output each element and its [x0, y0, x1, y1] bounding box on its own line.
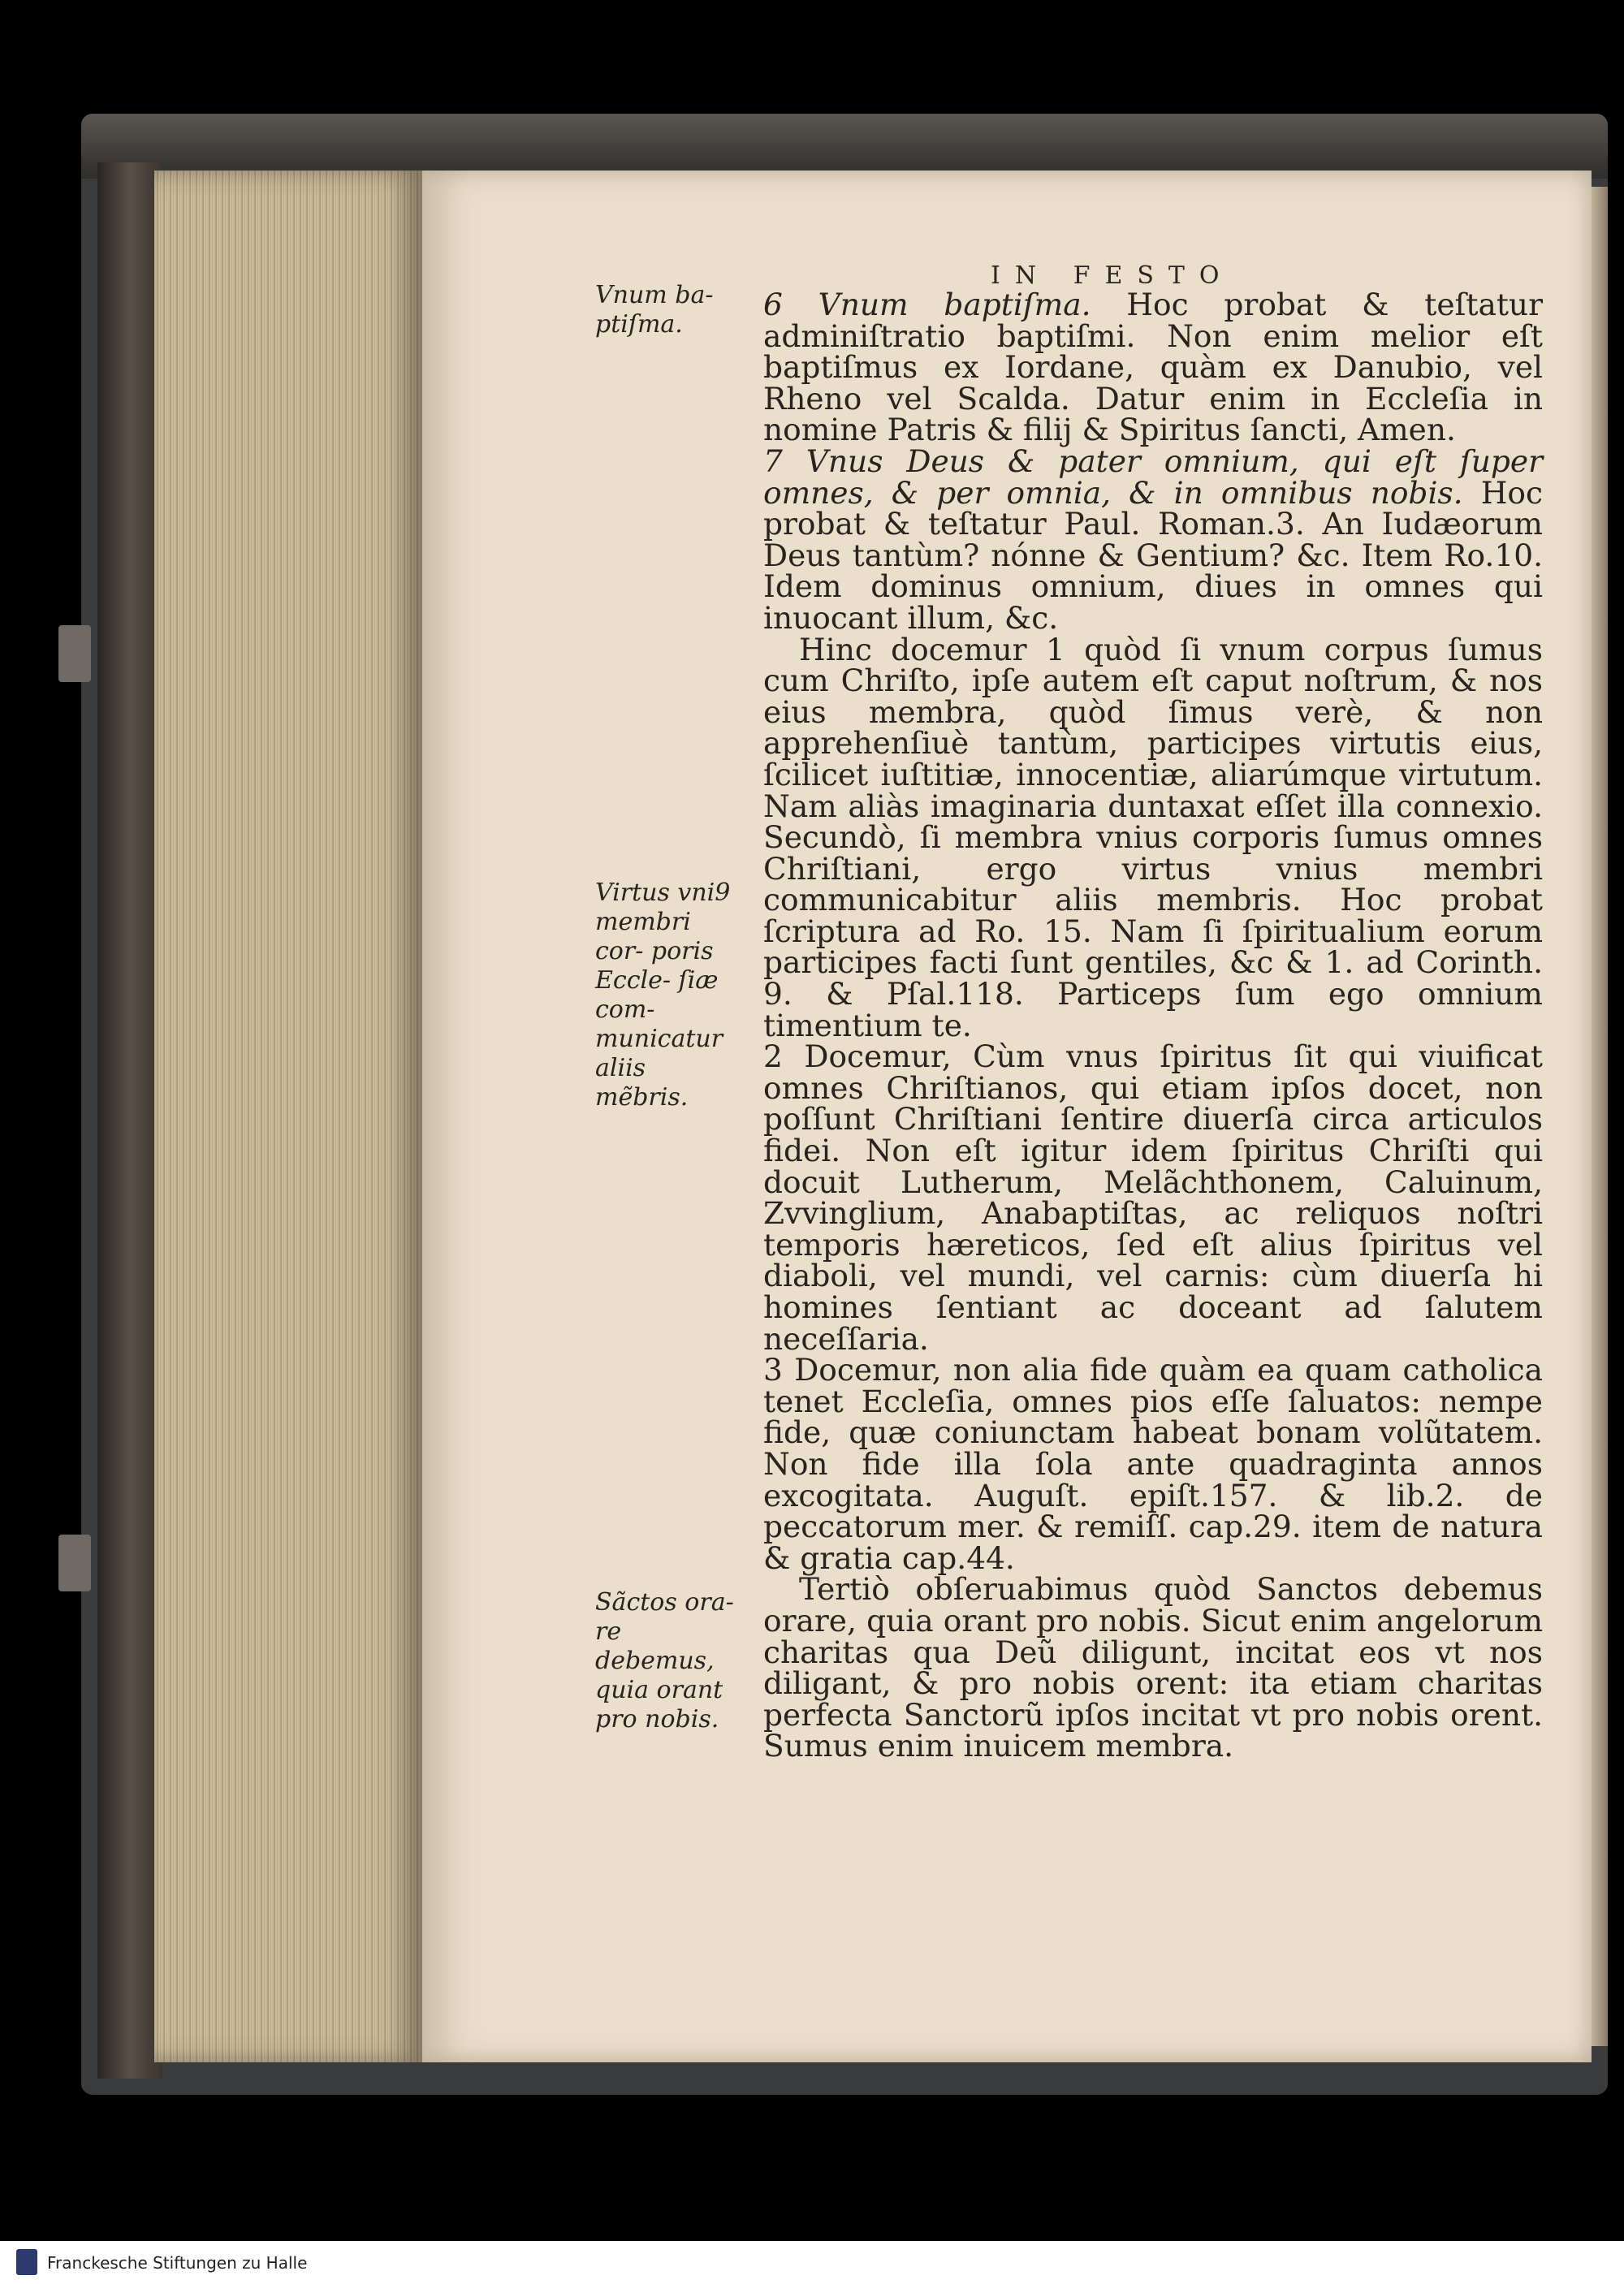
book-clasp [58, 1535, 91, 1591]
institution-name: Franckesche Stiftungen zu Halle [47, 2253, 308, 2273]
paragraph-lead: 7 Vnus Deus & pater omnium, qui eſt ſuper omnes, & per omnia, & in omnibus nobis. [763, 443, 1543, 511]
paragraph-text: Docemur, non alia fide quàm ea quam catholica tenet Eccleſia, omnes pios eſſe ſaluatos: nempe fide, quæ coniunctam habeat bonam volũtatem. Non fide illa ſola ante quadraginta annos excogitata. Auguſt. epiſt.157. & lib.2. de peccatorum mer. & remiſſ. cap.29. item de natura & gratia cap.44. [763, 1352, 1543, 1576]
paragraph-text: Docemur, Cùm vnus ſpiritus ſit qui viuificat omnes Chriſtianos, qui etiam ipſos docet, non poſſunt Chriſtiani ſentire diuerſa circa articulos fidei. Non eſt igitur idem ſpiritus Chriſti qui docuit Lutherum, Melãchthonem, Caluinum, Zvvinglium, Anabaptiſtas, ac reliquos noſtri temporis hæreticos, ſed eſt alius ſpiritus vel diaboli, vel mundi, vel carnis: cùm diuerſa hi homines ſentiant ac doceant ad ſalutem neceſſaria. [763, 1038, 1543, 1357]
book-page [422, 171, 1592, 2062]
paragraph-text: Tertiò obſeruabimus quòd Sanctos debemus orare, quia orant pro nobis. Sicut enim angelorum charitas qua Deũ diligunt, incitat eos vt nos diligant, & pro nobis orent: ita etiam charitas perfecta Sanctorũ ipſos incitat vt pro nobis orent. Sumus enim inuicem membra. [763, 1571, 1543, 1764]
main-text [763, 289, 1543, 1762]
paragraph [763, 1038, 1543, 1357]
margin-note: Vnum ba- ptiſma. [595, 281, 714, 339]
paragraph [763, 443, 1544, 636]
paragraph-text: Hoc probat & teſtatur Paul. Roman.3. An Iudæorum Deus tantùm? nónne & Gentium? &c. Item Ro.10. Idem dominus omnium, diues in omnes qui inuocant illum, &c. [763, 474, 1544, 636]
page-edges [154, 171, 422, 2062]
paragraph [763, 1571, 1543, 1764]
book-cover-top [81, 114, 1608, 179]
paragraph-lead: 6 Vnum baptiſma. [763, 287, 1091, 322]
paragraph-lead: 3 [763, 1352, 783, 1388]
paragraph [763, 1354, 1543, 1574]
paragraph-text: Hinc docemur 1 quòd ſi vnum corpus ſumus cum Chriſto, ipſe autem eſt caput noſtrum, & nos eius membra, quòd ſimus verè, & non apprehenſiuè tantùm, participes virtutis eius, ſcilicet iuſtitiæ, innocentiæ, aliarúmque virtutum. Nam aliàs imaginaria duntaxat eſſet illa connexio. Secundò, ſi membra vnius corporis ſumus omnes Chriſtiani, ergo virtus vnius membri communicabitur aliis membris. Hoc probat ſcriptura ad Ro. 15. Nam ſi ſpiritualium eorum participes facti ſunt gentiles, &c & 1. ad Corinth. 9. & Pſal.118. Particeps ſum ego omnium timentium te. [763, 631, 1543, 1043]
paragraph-text: Hoc probat & teſtatur adminiſtratio baptiſmi. Non enim melior eſt baptiſmus ex Iordane, quàm ex Danubio, vel Rheno vel Scalda. Datur enim in Eccleſia in nomine Patris & filij & Spiritus ſancti, Amen. [763, 287, 1543, 448]
book-clasp [58, 625, 91, 682]
paragraph [763, 289, 1543, 446]
paragraph-lead: 2 [763, 1038, 783, 1075]
footer-bar [0, 2241, 1624, 2284]
book-spine [97, 162, 162, 2079]
margin-note: Sãctos ora- re debemus, quia orant pro nobis. [595, 1588, 734, 1734]
paragraph [763, 631, 1543, 1043]
margin-note: Virtus vni9 membri cor- poris Eccle- ſiæ com- municatur aliis mẽbris. [595, 879, 731, 1112]
institution-logo-icon [16, 2249, 37, 2275]
running-header: IN FESTO [991, 261, 1234, 290]
